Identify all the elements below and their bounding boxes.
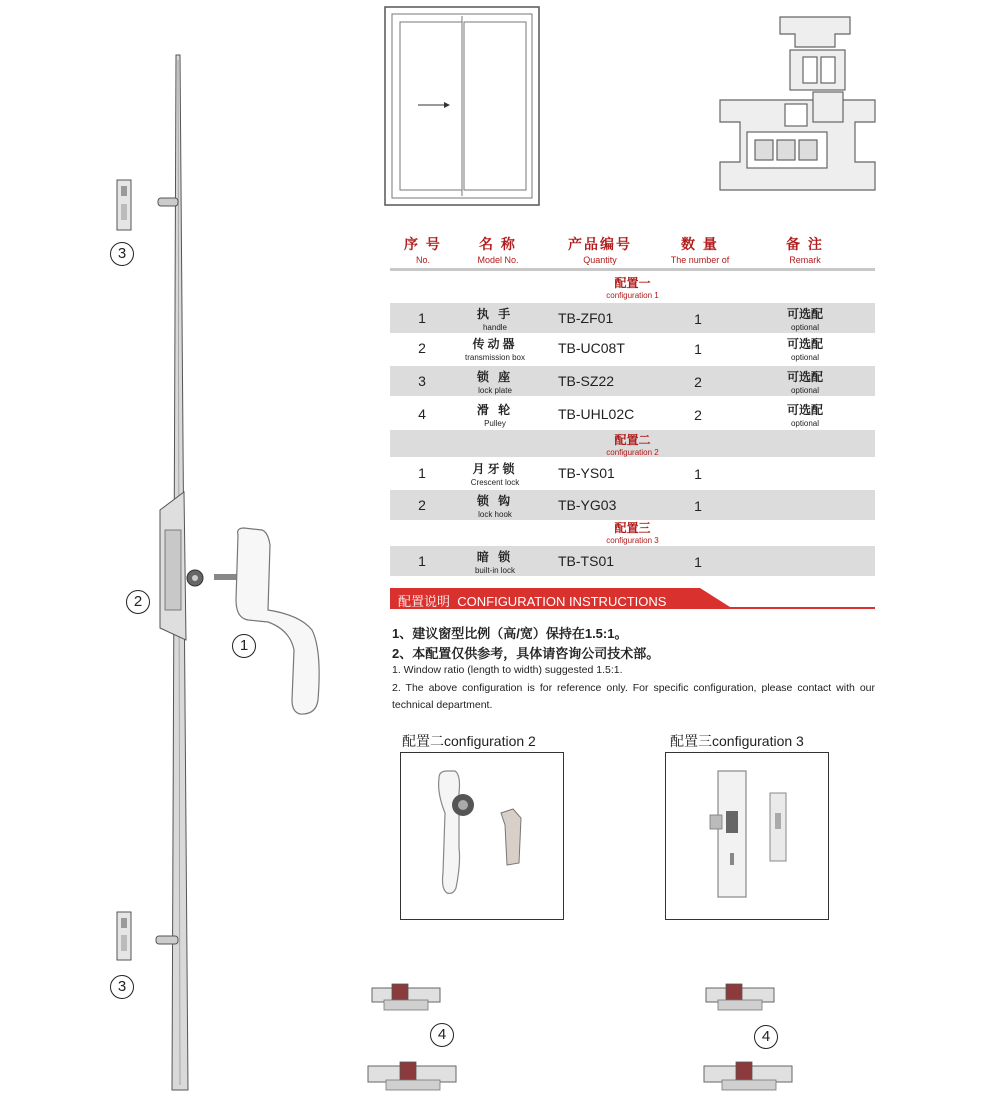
profile-section-diagram [715,12,885,197]
instruction-en-2: 2. The above configuration is for reference only. For specific configuration, please contact with our technical department. [392,682,875,711]
callout-lock-plate-bottom: 3 [110,975,134,999]
config2-image-title: 配置二configuration 2 [402,733,536,749]
pulley-right-top [700,980,780,1016]
config2-photo [400,752,564,920]
table-row: 2 锁 钩 lock hook TB-YG03 1 [390,490,875,520]
window-elevation-diagram [380,2,545,212]
pulley-left-bottom [362,1058,462,1096]
instruction-en-1: 1. Window ratio (length to width) suggested 1.5:1. [392,664,623,676]
callout-handle: 1 [232,634,256,658]
col-header-qty: 数 量 The number of [670,236,730,265]
config3-heading: 配置三 configuration 3 [606,521,659,545]
callout-pulley-left: 4 [430,1023,454,1047]
pulley-right-bottom [698,1058,798,1096]
pulley-left-top [366,980,446,1016]
config3-photo [665,752,829,920]
col-header-code: 产品编号 Quantity [568,236,632,265]
instructions-banner: 配置说明 CONFIGURATION INSTRUCTIONS [390,588,875,610]
table-row: 1 月牙锁 Crescent lock TB-YS01 1 [418,462,702,487]
table-row: 2 传动器 transmission box TB-UC08T 1 可选配 optional [418,337,823,362]
table-row: 3 锁 座 lock plate TB-SZ22 2 可选配 optional [390,366,875,396]
callout-transmission-box: 2 [126,590,150,614]
config3-image-title: 配置三configuration 3 [670,733,804,749]
espagnolette-rod-drawing [90,50,340,1099]
callout-pulley-right: 4 [754,1025,778,1049]
col-header-no: 序 号 No. [404,236,442,265]
table-row: 1 暗 锁 built-in lock TB-TS01 1 [390,546,875,576]
table-row: 1 执 手 handle TB-ZF01 1 可选配 optional [390,303,875,333]
header-divider [390,268,875,271]
col-header-name: 名 称 Model No. [477,236,519,265]
config2-heading: 配置二 configuration 2 [606,433,659,457]
instruction-zh-1: 1、建议窗型比例（高/宽）保持在1.5:1。 [392,626,628,641]
col-header-remark: 备 注 Remark [786,236,824,265]
instruction-zh-2: 2、本配置仅供参考，具体请咨询公司技术部。 [392,646,660,661]
table-row: 4 滑 轮 Pulley TB-UHL02C 2 可选配 optional [418,403,823,428]
callout-lock-plate-top: 3 [110,242,134,266]
config1-heading: 配置一 configuration 1 [606,276,659,300]
